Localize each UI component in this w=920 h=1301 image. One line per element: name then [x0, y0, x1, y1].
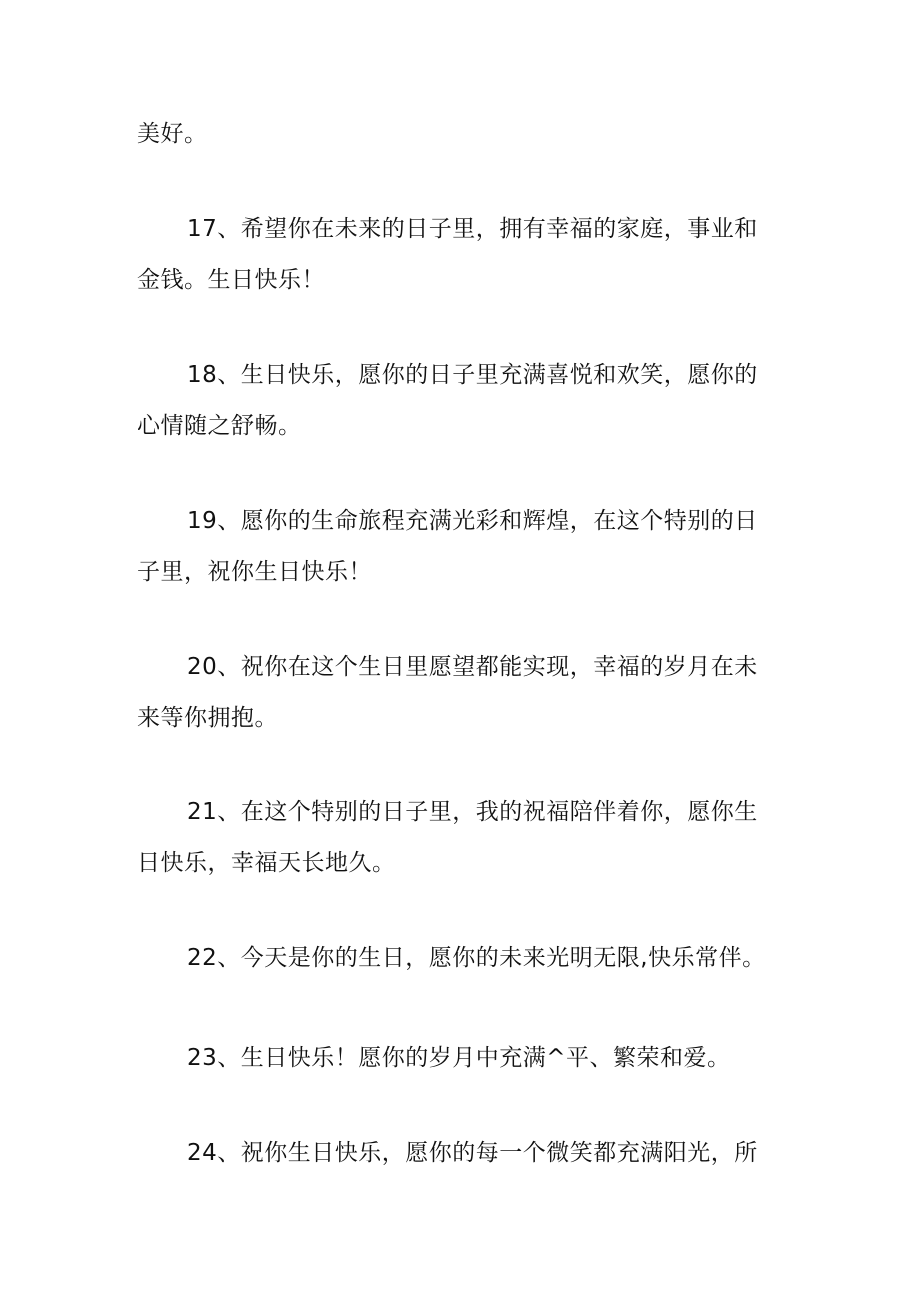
paragraph-18-line-1: 18、生日快乐，愿你的日子里充满喜悦和欢笑，愿你的 — [187, 362, 758, 388]
paragraph-24-line-1: 24、祝你生日快乐，愿你的每一个微笑都充满阳光，所 — [187, 1140, 758, 1166]
paragraph-17-line-1: 17、希望你在未来的日子里，拥有幸福的家庭，事业和 — [187, 216, 758, 242]
paragraph-23-line-1: 23、生日快乐！愿你的岁月中充满^平、繁荣和爱。 — [187, 1045, 731, 1071]
paragraph-18-line-2: 心情随之舒畅。 — [137, 413, 302, 439]
paragraph-22-line-1: 22、今天是你的生日，愿你的未来光明无限,快乐常伴。 — [187, 945, 766, 971]
paragraph-19-line-1: 19、愿你的生命旅程充满光彩和辉煌，在这个特别的日 — [187, 508, 758, 534]
paragraph-16-line-2: 美好。 — [137, 121, 208, 147]
paragraph-19-line-2: 子里，祝你生日快乐！ — [137, 559, 372, 585]
paragraph-21-line-2: 日快乐，幸福天长地久。 — [137, 850, 396, 876]
paragraph-20-line-2: 来等你拥抱。 — [137, 705, 278, 731]
paragraph-17-line-2: 金钱。生日快乐！ — [137, 267, 325, 293]
paragraph-20-line-1: 20、祝你在这个生日里愿望都能实现，幸福的岁月在未 — [187, 654, 758, 680]
paragraph-21-line-1: 21、在这个特别的日子里，我的祝福陪伴着你，愿你生 — [187, 799, 758, 825]
